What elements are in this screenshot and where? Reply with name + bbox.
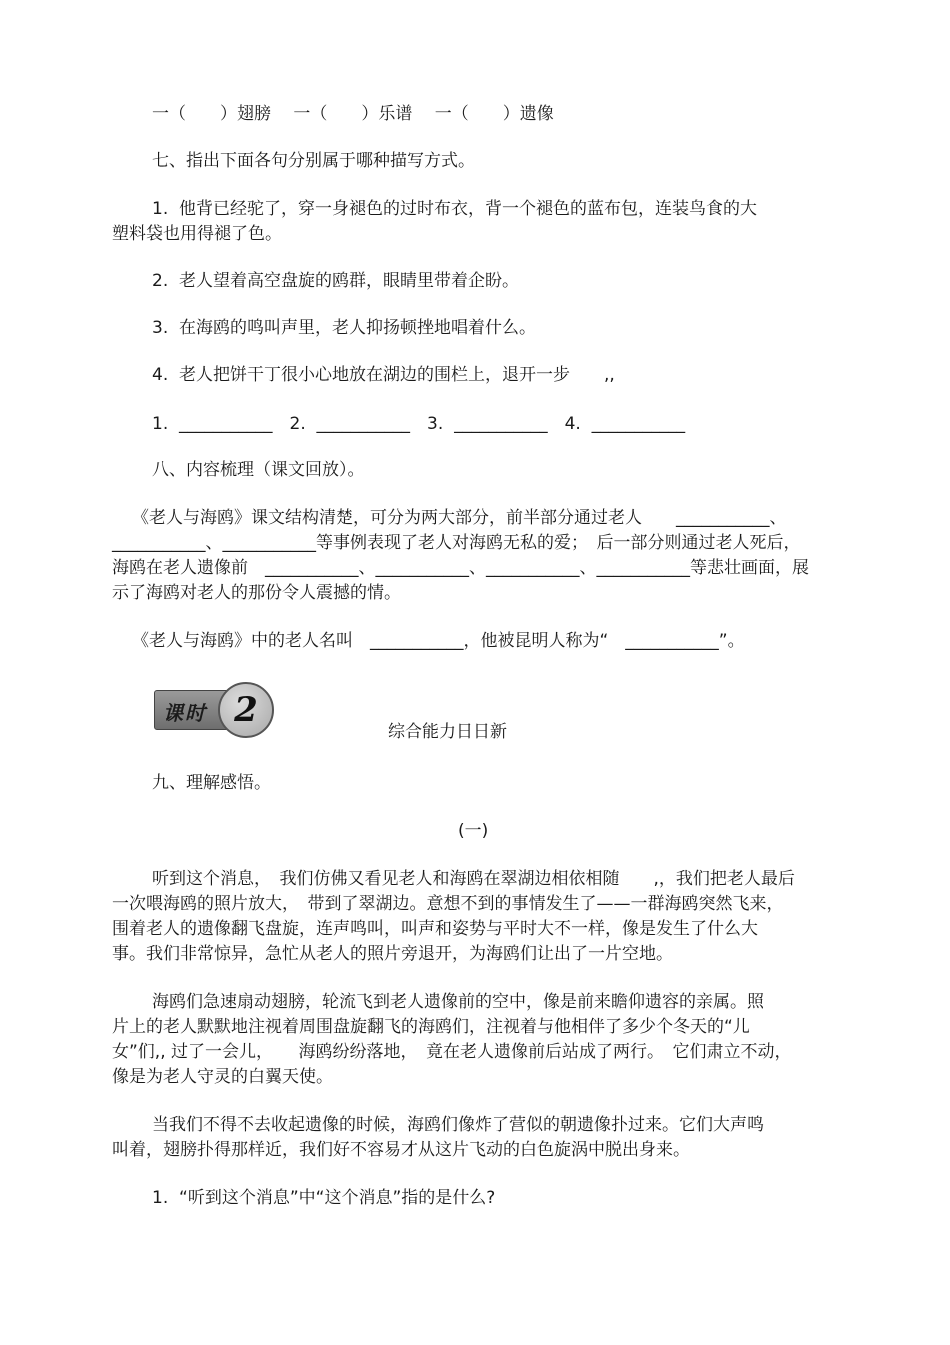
text-line-l07: 4. 老人把饼干丁很小心地放在湖边的围栏上，退开一步 ,, <box>152 365 615 385</box>
text-line-l02: 七、指出下面各句分别属于哪种描写方式。 <box>152 151 475 171</box>
text-line-l14: 《老人与海鸥》中的老人名叫 ___________，他被昆明人称为“ ___________”。 <box>132 631 745 651</box>
text-line-l05: 2. 老人望着高空盘旋的鸥群，眼睛里带着企盼。 <box>152 271 520 291</box>
text-line-l22: 海鸥们急速扇动翅膀，轮流飞到老人遗像前的空中，像是前来瞻仰遗容的亲属。照 <box>152 992 764 1012</box>
text-line-l11: ___________、___________等事例表现了老人对海鸥无私的爱； 后一部分则通过老人死后， <box>112 533 801 553</box>
text-line-l20: 围着老人的遗像翻飞盘旋，连声鸣叫，叫声和姿势与平时大不一样，像是发生了什么大 <box>112 919 758 939</box>
lesson-badge-circle <box>218 682 274 738</box>
text-line-l27: 叫着，翅膀扑得那样近，我们好不容易才从这片飞动的白色旋涡中脱出身来。 <box>112 1140 690 1160</box>
text-line-l28: 1. “听到这个消息”中“这个消息”指的是什么? <box>152 1188 496 1208</box>
text-line-l09: 八、内容梳理（课文回放）。 <box>152 460 365 480</box>
text-line-l04: 塑料袋也用得褪了色。 <box>112 224 282 244</box>
text-line-l13: 示了海鸥对老人的那份令人震撼的情。 <box>112 583 401 603</box>
text-line-l25: 像是为老人守灵的白翼天使。 <box>112 1067 333 1087</box>
text-line-l01: 一（ ）翅膀 一（ ）乐谱 一（ ）遗像 <box>152 104 554 124</box>
text-line-l24: 女”们,, 过了一会儿， 海鸥纷纷落地， 竟在老人遗像前后站成了两行。 它们肃立不动， <box>112 1042 792 1062</box>
text-line-l19: 一次喂海鸥的照片放大， 带到了翠湖边。意想不到的事情发生了——一群海鸥突然飞来， <box>112 894 784 914</box>
text-line-l08: 1. ___________ 2. ___________ 3. ___________ 4. ___________ <box>152 414 686 434</box>
lesson-badge-label: 课时 <box>163 701 207 725</box>
text-line-l17: (一) <box>458 821 489 841</box>
lesson-badge-number: 2 <box>234 690 258 730</box>
text-line-l06: 3. 在海鸥的鸣叫声里，老人抑扬顿挫地唱着什么。 <box>152 318 537 338</box>
text-line-l18: 听到这个消息， 我们仿佛又看见老人和海鸥在翠湖边相依相随 ,，我们把老人最后 <box>152 869 795 889</box>
text-line-l03: 1. 他背已经驼了，穿一身褪色的过时布衣，背一个褪色的蓝布包，连装鸟食的大 <box>152 199 758 219</box>
lesson-badge <box>152 682 270 738</box>
text-line-l12: 海鸥在老人遗像前 ___________、___________、___________、___________等悲壮画面，展 <box>112 558 809 578</box>
text-line-l26: 当我们不得不去收起遗像的时候，海鸥们像炸了营似的朝遗像扑过来。它们大声鸣 <box>152 1115 764 1135</box>
text-line-l15: 综合能力日日新 <box>388 722 507 742</box>
text-line-l16: 九、理解感悟。 <box>152 773 271 793</box>
text-line-l21: 事。我们非常惊异，急忙从老人的照片旁退开，为海鸥们让出了一片空地。 <box>112 944 673 964</box>
text-line-l10: 《老人与海鸥》课文结构清楚，可分为两大部分，前半部分通过老人 ___________、 <box>132 508 787 528</box>
text-line-l23: 片上的老人默默地注视着周围盘旋翻飞的海鸥们，注视着与他相伴了多少个冬天的“儿 <box>112 1017 750 1037</box>
